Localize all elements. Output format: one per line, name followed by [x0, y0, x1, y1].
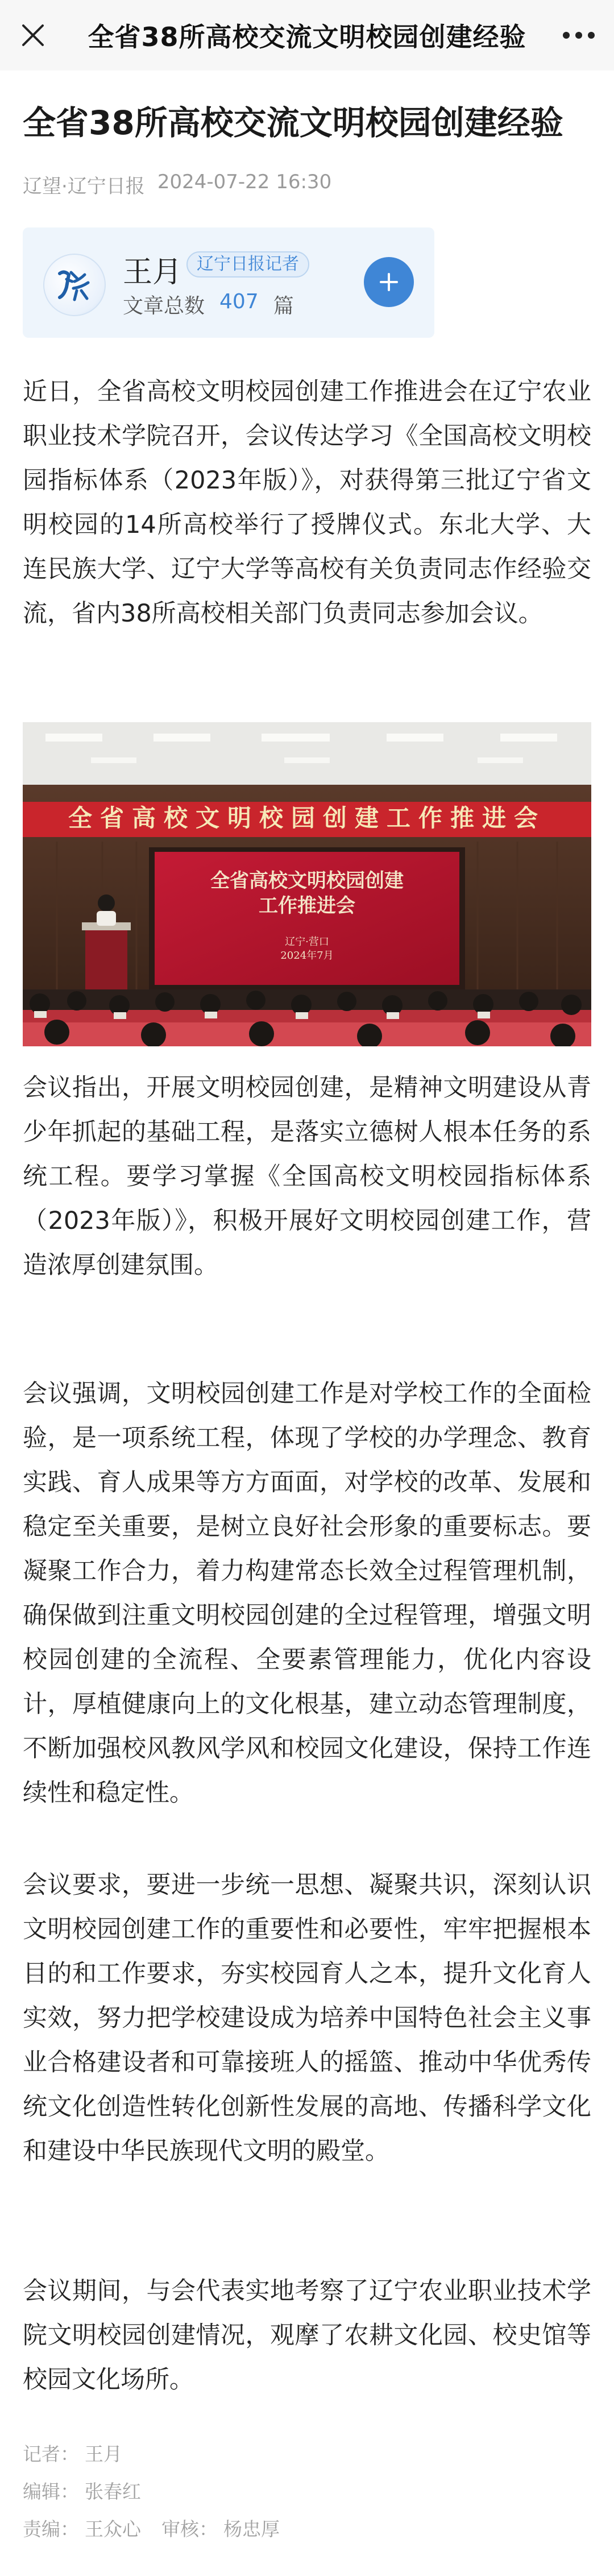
photo-screen-sub-1: 辽宁·营口: [285, 936, 329, 948]
credit-chief-value: 王众心: [85, 2518, 141, 2540]
photo-screen-title-1: 全省高校文明校园创建: [210, 869, 404, 892]
credit-chief-label: 责编：: [23, 2518, 79, 2540]
author-article-count: 407: [219, 290, 259, 313]
paragraph-5: 会议期间，与会代表实地考察了辽宁农业职业技术学院文明校园创建情况，观摩了农耕文化园、校史馆等校园文化场所。: [23, 2277, 591, 2394]
paragraph-4: 会议要求，要进一步统一思想、凝聚共识，深刻认识文明校园创建工作的重要性和必要性，牢牢把握根本目的和工作要求，夯实校园育人之本，提升文化育人实效，努力把学校建设成为培养中国特色社会主义事业合格建设者和可靠接班人的摇篮、推动中华优秀传统文化创造性转化创新性发展的高地、传播科学文化和建设中华民族现代文明的殿堂。: [23, 1871, 591, 2165]
follow-button[interactable]: [364, 257, 414, 307]
conference-photo[interactable]: [23, 722, 591, 1046]
credit-editor-value: 张春红: [85, 2480, 141, 2503]
author-badge: 辽宁日报记者: [186, 251, 309, 278]
credit-reviewer-value: 杨忠厚: [223, 2518, 280, 2540]
author-count-unit: 篇: [273, 295, 294, 318]
author-name: 王月: [123, 255, 182, 289]
article-title: 全省38所高校交流文明校园创建经验: [23, 103, 563, 142]
conference-photo-drawing: [23, 722, 591, 1046]
credit-reporter-label: 记者：: [23, 2443, 79, 2465]
credit-reporter-value: 王月: [85, 2443, 122, 2465]
author-avatar[interactable]: [43, 254, 106, 316]
credit-reviewer-label: 审核：: [161, 2518, 218, 2540]
paragraph-2: 会议指出，开展文明校园创建，是精神文明建设从青少年抓起的基础工程，是落实立德树人根本任务的系统工程。要学习掌握《全国高校文明校园指标体系（2023年版）》，积极开展好文明校园创建工作，营造浓厚创建氛围。: [23, 1074, 591, 1279]
paragraph-3: 会议强调，文明校园创建工作是对学校工作的全面检验，是一项系统工程，体现了学校的办学理念、教育实践、育人成果等方方面面，对学校的改革、发展和稳定至关重要，是树立良好社会形象的重要标志。要凝聚工作合力，着力构建常态长效全过程管理机制，确保做到注重文明校园创建的全过程管理，增强文明校园创建的全流程、全要素管理能力，优化内容设计，厚植健康向上的文化根基，建立动态管理制度，不断加强校风教风学风和校园文化建设，保持工作连续性和稳定性。: [23, 1380, 591, 1807]
topbar-title: 全省38所高校交流文明校园创建经验: [88, 22, 526, 52]
author-card[interactable]: [23, 227, 434, 338]
credit-chief-reviewer: [23, 2515, 280, 2541]
author-stats-label: 文章总数: [123, 295, 205, 318]
article-source[interactable]: 辽望·辽宁日报: [23, 175, 145, 198]
close-icon: [21, 23, 45, 47]
article-meta: [23, 171, 331, 198]
more-button[interactable]: [558, 17, 599, 53]
credit-editor-label: 编辑：: [23, 2480, 79, 2503]
photo-banner-text: 全省高校文明校园创建工作推进会: [68, 804, 546, 832]
article-datetime: 2024-07-22 16:30: [157, 171, 332, 193]
paragraph-1: 近日，全省高校文明校园创建工作推进会在辽宁农业职业技术学院召开，会议传达学习《全国高校文明校园指标体系（2023年版）》，对获得第三批辽宁省文明校园的14所高校举行了授牌仪式。东北大学、大连民族大学、辽宁大学等高校有关负责同志作经验交流，省内38所高校相关部门负责同志参加会议。: [23, 378, 591, 628]
plus-icon: [377, 271, 400, 293]
more-icon: [562, 31, 596, 40]
close-button[interactable]: [15, 17, 51, 53]
top-bar: [0, 0, 614, 71]
newspaper-logo-icon: [52, 262, 97, 308]
credit-editor: [23, 2477, 141, 2504]
photo-screen-sub-2: 2024年7月: [280, 950, 334, 962]
credit-reporter: [23, 2440, 122, 2466]
author-stats: [123, 290, 294, 319]
photo-screen-title-2: 工作推进会: [259, 894, 355, 917]
